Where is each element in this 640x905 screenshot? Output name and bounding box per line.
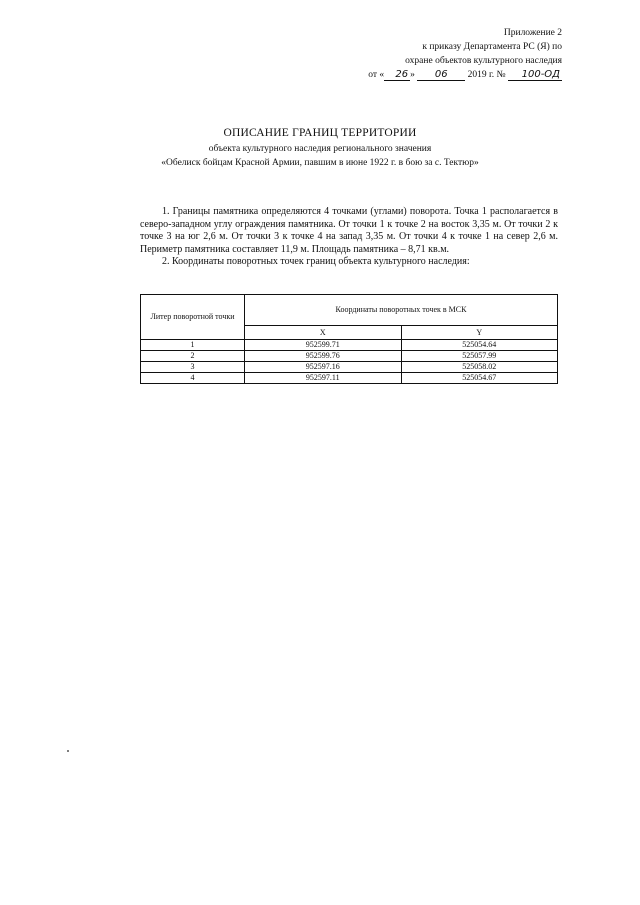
- cell-point: 4: [141, 373, 245, 384]
- cell-x: 952599.76: [245, 351, 402, 362]
- title-block: [0, 124, 640, 170]
- date-day: 26: [384, 70, 410, 81]
- document-subtitle: объекта культурного наследия регионального значения: [208, 144, 432, 154]
- cell-y: 525057.99: [401, 351, 558, 362]
- cell-point: 2: [141, 351, 245, 362]
- date-year: 2019 г. №: [467, 70, 506, 80]
- body-text: [140, 206, 558, 269]
- object-name: «Обелиск бойцам Красной Армии, павшим в июне 1922 г. в бою за с. Тектюр»: [161, 158, 479, 168]
- header-x: X: [245, 326, 402, 340]
- order-number: 100-ОД: [508, 70, 562, 81]
- table-row: [141, 362, 558, 373]
- cell-point: 1: [141, 340, 245, 351]
- scan-speck: [67, 750, 69, 752]
- attachment-order-line: к приказу Департамента РС (Я) по: [422, 42, 562, 52]
- cell-y: 525054.64: [401, 340, 558, 351]
- cell-y: 525058.02: [401, 362, 558, 373]
- coordinates-intro: 2. Координаты поворотных точек границ объекта культурного наследия:: [162, 256, 470, 267]
- table-row: [141, 373, 558, 384]
- date-mid: »: [410, 70, 415, 80]
- attachment-date-line: [368, 68, 562, 82]
- table-row: [141, 351, 558, 362]
- date-month: 06: [417, 70, 465, 81]
- table-header-row: [141, 295, 558, 326]
- attachment-department-line: охране объектов культурного наследия: [405, 56, 562, 66]
- boundary-description: 1. Границы памятника определяются 4 точками (углами) поворота. Точка 1 располагается в северо-западном углу ограждения памятника. От точки 1 к точке 2 на восток 3,35 м. От точки 2 к точке 3 на юг 2,6 м. От точки 3 к точке 4 на запад 3,35 м. От точки 4 к точке 1 на север 2,6 м. Периметр памятника составляет 11,9 м. Площадь памятника – 8,71 кв.м.: [140, 206, 558, 255]
- cell-x: 952597.16: [245, 362, 402, 373]
- table-row: [141, 340, 558, 351]
- header-point: Литер поворотной точки: [141, 295, 245, 340]
- attachment-header: [368, 26, 562, 82]
- cell-point: 3: [141, 362, 245, 373]
- cell-x: 952599.71: [245, 340, 402, 351]
- attachment-title: Приложение 2: [503, 28, 562, 38]
- cell-y: 525054.67: [401, 373, 558, 384]
- cell-x: 952597.11: [245, 373, 402, 384]
- header-y: Y: [401, 326, 558, 340]
- date-prefix: от «: [368, 70, 385, 80]
- document-title: ОПИСАНИЕ ГРАНИЦ ТЕРРИТОРИИ: [223, 127, 417, 139]
- header-coordinates: Координаты поворотных точек в МСК: [245, 295, 558, 326]
- coordinates-table: [140, 294, 558, 384]
